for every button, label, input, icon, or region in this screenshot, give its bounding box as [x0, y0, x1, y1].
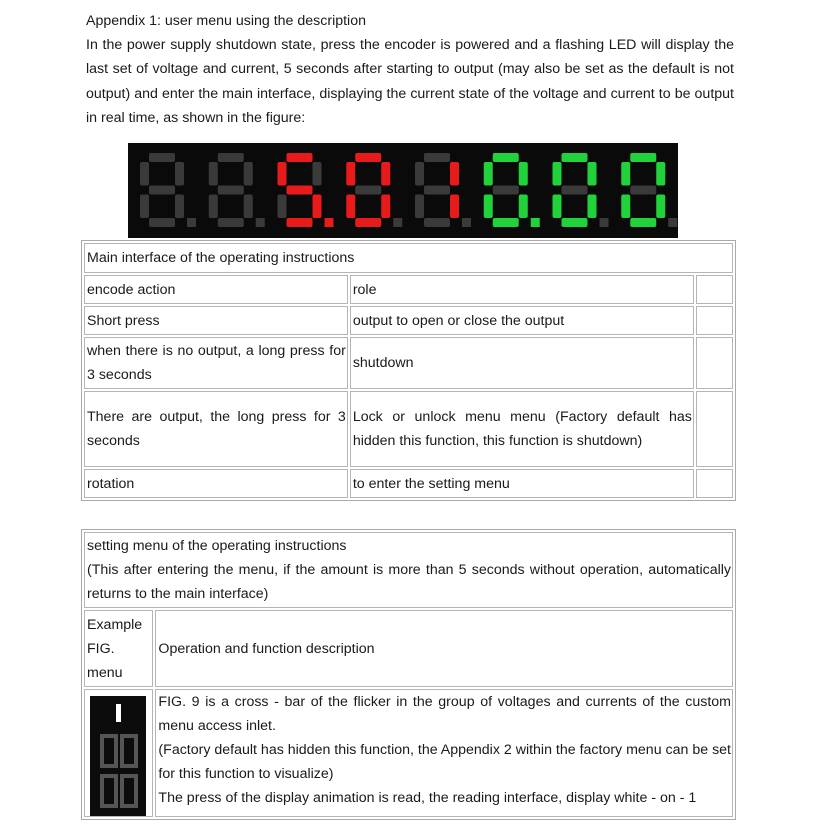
example-image-cell	[84, 689, 153, 817]
table-row	[84, 337, 733, 389]
segment-a	[149, 153, 175, 162]
digit-6	[553, 153, 609, 227]
segment-d	[287, 218, 313, 227]
table2-header-desc: Operation and function description	[155, 610, 733, 687]
seven-segment-display	[128, 143, 678, 238]
table2-title: setting menu of the operating instructions	[87, 538, 347, 554]
segment-e	[553, 195, 562, 219]
decimal-point	[325, 218, 334, 227]
decimal-point	[462, 218, 471, 227]
segment-c	[244, 195, 253, 219]
segment-g	[424, 186, 450, 195]
digit-7	[621, 153, 677, 227]
segment-g	[630, 186, 656, 195]
digit-4	[415, 153, 471, 227]
table1-header-action: encode action	[84, 275, 348, 304]
desc-line-3: The press of the display animation is read, the reading interface, display white - on - 1	[158, 790, 697, 806]
seven-segment-graphic	[128, 143, 678, 238]
segment-g	[493, 186, 519, 195]
segment-b	[313, 162, 322, 186]
segment-c	[656, 195, 665, 219]
action-cell: Short press	[84, 306, 348, 335]
table-row	[84, 391, 733, 467]
segment-a	[493, 153, 519, 162]
action-cell: There are output, the long press for 3 seconds	[84, 391, 348, 467]
segment-a	[287, 153, 313, 162]
decimal-point	[393, 218, 402, 227]
segment-c	[381, 195, 390, 219]
segment-a	[218, 153, 244, 162]
segment-b	[175, 162, 184, 186]
table1-empty-cell	[696, 306, 733, 335]
role-cell: output to open or close the output	[350, 306, 694, 335]
table1-empty-cell	[696, 275, 733, 304]
decimal-point	[531, 218, 540, 227]
decimal-point	[668, 218, 677, 227]
segment-f	[209, 162, 218, 186]
segment-g	[562, 186, 588, 195]
table1-empty-cell	[696, 337, 733, 389]
segment-f	[553, 162, 562, 186]
setting-menu-table	[81, 529, 736, 820]
segment-d	[355, 218, 381, 227]
segment-c	[588, 195, 597, 219]
action-cell: rotation	[84, 469, 348, 498]
example-desc-cell	[155, 689, 733, 817]
segment-g	[287, 186, 313, 195]
role-cell: Lock or unlock menu menu (Factory default has hidden this function, this function is shutdown)	[350, 391, 694, 467]
digit-0	[140, 153, 196, 227]
table-row	[84, 469, 733, 498]
table1-header-role: role	[350, 275, 694, 304]
digit-5	[484, 153, 540, 227]
role-cell: to enter the setting menu	[350, 469, 694, 498]
segment-b	[244, 162, 253, 186]
decimal-point	[256, 218, 265, 227]
segment-b	[450, 162, 459, 186]
segment-e	[278, 195, 287, 219]
role-cell: shutdown	[350, 337, 694, 389]
intro-paragraph: In the power supply shutdown state, press the encoder is powered and a flashing LED will display the last set of voltage and current, 5 seconds after starting to output (may also be set as the default is not output) and enter the main interface, displaying the current state of the voltage and current to be output in real time, as shown in the figure:	[86, 37, 734, 126]
segment-d	[149, 218, 175, 227]
table1-empty-cell	[696, 469, 733, 498]
digit-2	[278, 153, 334, 227]
table2-header-example: Example FIG. menu	[84, 610, 153, 687]
decimal-point	[187, 218, 196, 227]
segment-b	[656, 162, 665, 186]
segment-e	[415, 195, 424, 219]
segment-a	[562, 153, 588, 162]
digit-3	[346, 153, 402, 227]
segment-a	[424, 153, 450, 162]
example-display-image	[90, 696, 146, 816]
decimal-point	[600, 218, 609, 227]
segment-b	[381, 162, 390, 186]
table2-note: (This after entering the menu, if the amount is more than 5 seconds without operation, automatically returns to the main interface)	[87, 562, 731, 602]
segment-e	[621, 195, 630, 219]
action-cell: when there is no output, a long press for 3 seconds	[84, 337, 348, 389]
segment-c	[519, 195, 528, 219]
digit-1	[209, 153, 265, 227]
table2-title-cell	[84, 532, 733, 608]
desc-line-1: FIG. 9 is a cross - bar of the flicker in the group of voltages and currents of the custom menu access inlet.	[158, 694, 731, 734]
desc-line-2: (Factory default has hidden this function, the Appendix 2 within the factory menu can be set for this function to visualize)	[158, 742, 731, 782]
segment-f	[278, 162, 287, 186]
segment-c	[450, 195, 459, 219]
table-row	[84, 306, 733, 335]
segment-f	[140, 162, 149, 186]
segment-f	[621, 162, 630, 186]
segment-d	[218, 218, 244, 227]
segment-c	[313, 195, 322, 219]
segment-c	[175, 195, 184, 219]
segment-a	[355, 153, 381, 162]
segment-g	[355, 186, 381, 195]
table1-title: Main interface of the operating instructions	[84, 243, 733, 273]
segment-e	[140, 195, 149, 219]
segment-d	[562, 218, 588, 227]
segment-g	[218, 186, 244, 195]
segment-f	[484, 162, 493, 186]
segment-d	[424, 218, 450, 227]
example-display-graphic	[90, 696, 146, 816]
segment-e	[484, 195, 493, 219]
segment-b	[588, 162, 597, 186]
table-row	[84, 689, 733, 817]
segment-d	[630, 218, 656, 227]
table1-empty-cell	[696, 391, 733, 467]
appendix-heading: Appendix 1: user menu using the description	[86, 13, 366, 29]
segment-e	[209, 195, 218, 219]
segment-f	[415, 162, 424, 186]
segment-b	[519, 162, 528, 186]
segment-e	[346, 195, 355, 219]
segment-a	[630, 153, 656, 162]
segment-d	[493, 218, 519, 227]
main-interface-table	[81, 240, 736, 501]
segment-g	[149, 186, 175, 195]
segment-f	[346, 162, 355, 186]
